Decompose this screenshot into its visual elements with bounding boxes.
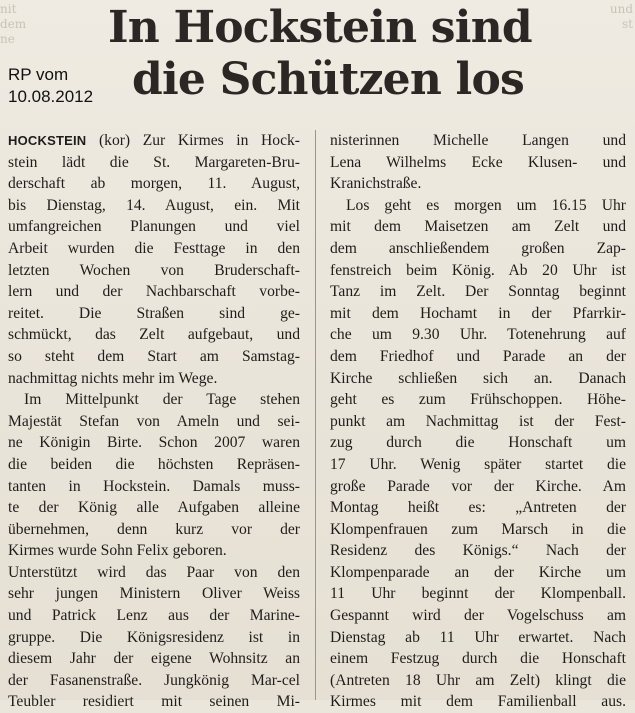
article-line: Los geht es morgen um 16.15 Uhr bbox=[346, 196, 626, 214]
article-line: diesem Jahr der eigene Wohnsitz an bbox=[8, 650, 300, 668]
article-line: große Parade vor der Kirche. Am bbox=[330, 477, 626, 495]
bleed-line: dem bbox=[0, 17, 27, 31]
article-line: einem Festzug durch die Honschaft bbox=[330, 650, 626, 668]
bleed-line: nit bbox=[0, 2, 17, 16]
article-column-left bbox=[8, 130, 300, 713]
article-line: Teubler residiert mit seinen Mi- bbox=[8, 693, 300, 711]
article-line: mit dem Hochamt in der Pfarrkir- bbox=[330, 304, 626, 322]
article-line: geht es zum Frühschoppen. Höhe- bbox=[330, 391, 626, 409]
article-line: ne Königin Birte. Schon 2007 waren bbox=[8, 434, 300, 452]
article-line: reitet. Die Straßen sind ge- bbox=[8, 304, 300, 322]
headline-line: In Hockstein sind bbox=[108, 2, 532, 53]
article-line: Montag heißt es: „Antreten der bbox=[330, 499, 626, 517]
bleed-line: und bbox=[609, 2, 633, 16]
article-line: umfangreichen Planungen und viel bbox=[8, 218, 300, 236]
article-line: Unterstützt wird das Paar von den bbox=[8, 563, 300, 581]
article-line: übernehmen, denn kurz vor der bbox=[8, 520, 300, 538]
article-dateline: HOCKSTEIN bbox=[8, 133, 87, 148]
article-line: der Fasanenstraße. Jungkönig Mar-cel bbox=[8, 671, 300, 689]
article-line: nisterinnen Michelle Langen und bbox=[330, 132, 626, 149]
article-line: Kirmes mit dem Familienball aus. bbox=[330, 693, 626, 711]
article-line: derschaft ab morgen, 11. August, bbox=[8, 175, 300, 193]
article-line: Lena Wilhelms Ecke Klusen- und bbox=[330, 153, 626, 171]
article-line: dem anschließendem großen Zap- bbox=[330, 239, 626, 257]
article-line: nachmittag nichts mehr im Wege. bbox=[8, 369, 218, 387]
article-line: Residenz des Königs.“ Nach der bbox=[330, 542, 626, 560]
article-line: Klompenfrauen zum Marsch in die bbox=[330, 520, 626, 538]
article-line: bis Dienstag, 14. August, ein. Mit bbox=[8, 196, 300, 214]
article-line: Kirche schließen sich an. Danach bbox=[330, 369, 626, 387]
source-note-line: RP vom bbox=[8, 65, 69, 84]
article-line: fenstreich beim König. Ab 20 Uhr ist bbox=[330, 261, 626, 279]
article-headline bbox=[108, 2, 633, 106]
article-line: punkt am Nachmittag ist der Fest- bbox=[330, 412, 626, 430]
article-line: letzten Wochen von Bruderschaft- bbox=[8, 261, 300, 279]
article-line: tanten in Hockstein. Damals muss- bbox=[8, 477, 300, 495]
article-line: sehr jungen Ministern Oliver Weiss bbox=[8, 585, 300, 603]
article-line: (Antreten 18 Uhr am Zelt) klingt die bbox=[330, 671, 626, 689]
article-line: gruppe. Die Königsresidenz ist in bbox=[8, 628, 300, 646]
article-line: schmückt, das Zelt aufgebaut, und bbox=[8, 326, 300, 344]
article-line: che um 9.30 Uhr. Totenehrung auf bbox=[330, 326, 626, 344]
article-line bbox=[8, 130, 300, 152]
article-line: Dienstag ab 11 Uhr erwartet. Nach bbox=[330, 628, 626, 646]
article-line: 17 Uhr. Wenig später startet die bbox=[330, 455, 626, 473]
article-line: zug durch die Honschaft um bbox=[330, 434, 626, 452]
bleed-line: st bbox=[622, 17, 633, 31]
article-line: Tanz im Zelt. Der Sonntag beginnt bbox=[330, 283, 626, 301]
bleed-through-text-left bbox=[0, 2, 26, 47]
article-line: Gespannt wird der Vogelschuss am bbox=[330, 607, 626, 625]
article-line: mit dem Maisetzen am Zelt und bbox=[330, 218, 626, 236]
article-line: so steht dem Start am Samstag- bbox=[8, 347, 300, 365]
article-line: Klompenparade an der Kirche um bbox=[330, 563, 626, 581]
article-line: die beiden die höchsten Repräsen- bbox=[8, 455, 300, 473]
article-line: te der König alle Aufgaben alleine bbox=[8, 499, 300, 517]
article-column-right bbox=[330, 130, 626, 713]
source-note-date: 10.08.2012 bbox=[8, 87, 94, 106]
source-note bbox=[8, 64, 93, 108]
article-line: Majestät Stefan von Ameln und sei- bbox=[8, 412, 300, 430]
article-line: Im Mittelpunkt der Tage stehen bbox=[24, 391, 300, 409]
article-line: und Patrick Lenz aus der Marine- bbox=[8, 607, 300, 625]
article-line: Kirmes wurde Sohn Felix geboren. bbox=[8, 542, 227, 560]
article-line-text: (kor) Zur Kirmes in Hock- bbox=[86, 132, 300, 149]
column-divider bbox=[315, 130, 316, 700]
headline-line: die Schützen los bbox=[132, 54, 524, 105]
article-line: 11 Uhr beginnt der Klompenball. bbox=[330, 585, 626, 603]
bleed-line: ne bbox=[0, 32, 15, 46]
article-line: dem Friedhof und Parade an der bbox=[330, 347, 626, 365]
article-line: lern und der Nachbarschaft vorbe- bbox=[8, 283, 300, 301]
article-line: Arbeit wurden die Festtage in den bbox=[8, 239, 300, 257]
article-line: Kranichstraße. bbox=[330, 175, 422, 193]
article-line: stein lädt die St. Margareten-Bru- bbox=[8, 153, 300, 171]
